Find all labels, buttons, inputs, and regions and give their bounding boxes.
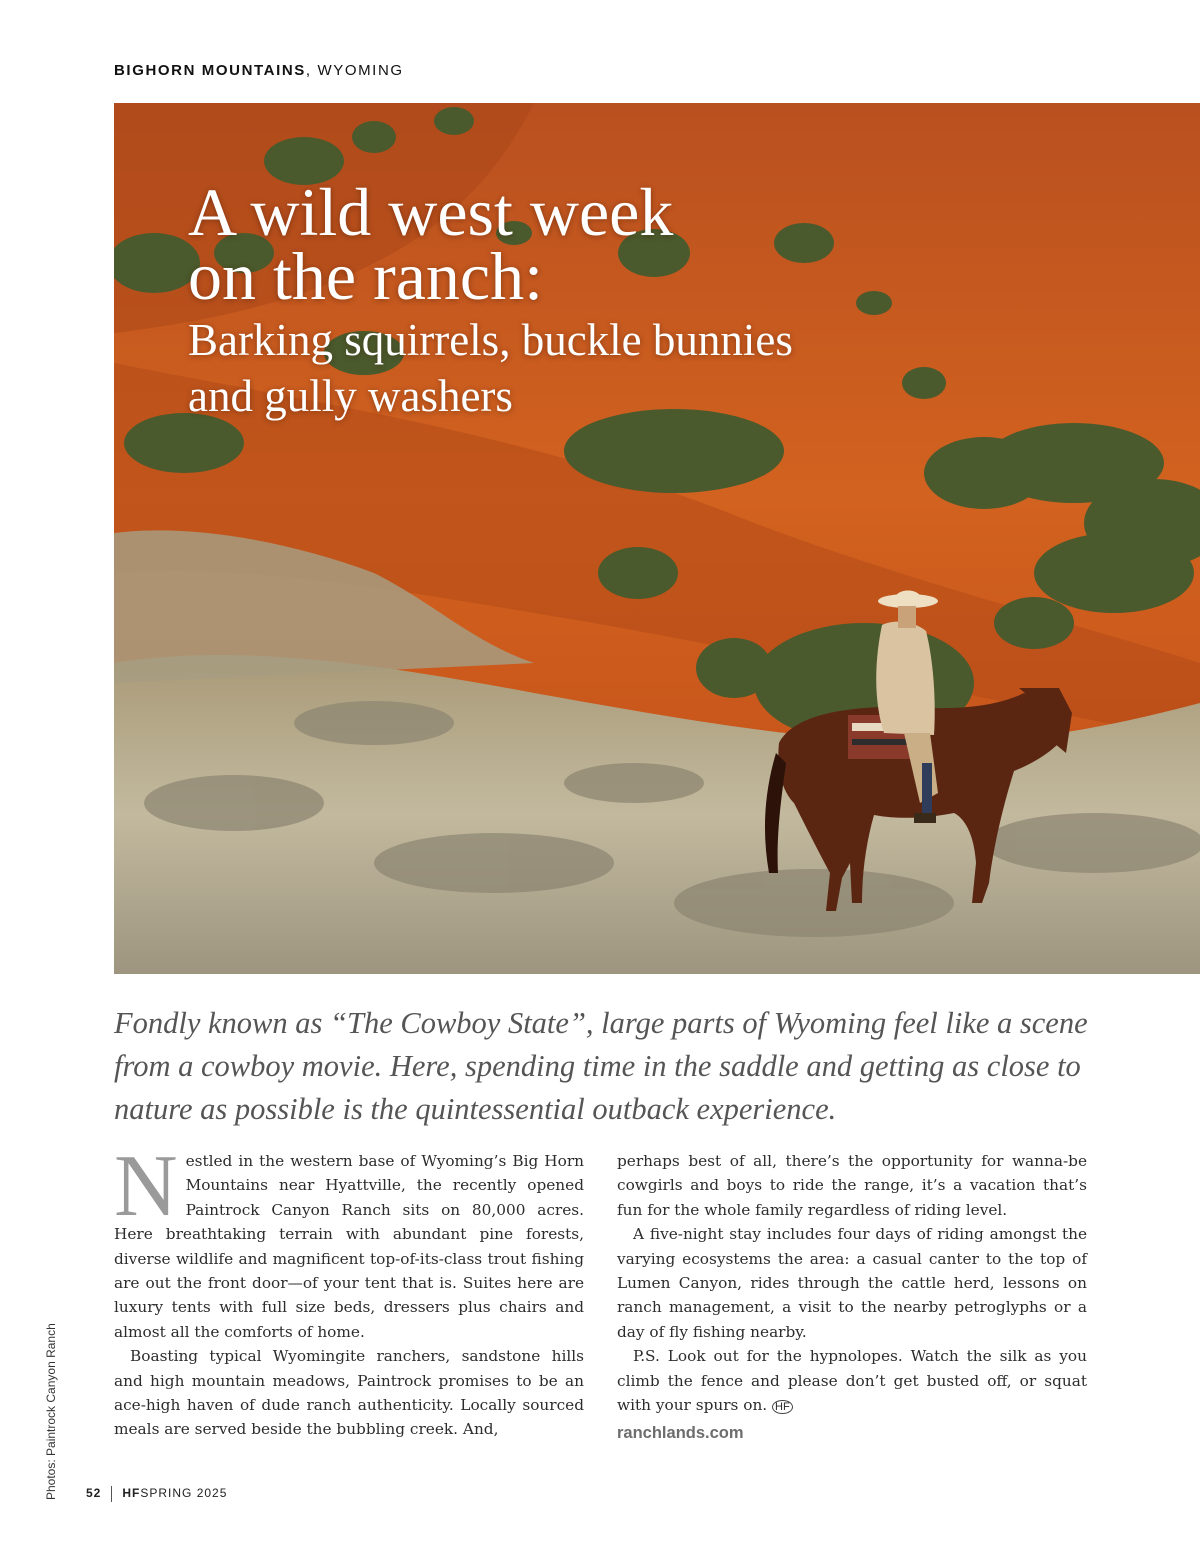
headline-line-1: A wild west week — [188, 174, 674, 250]
page-number: 52 — [86, 1486, 102, 1501]
footer-divider — [111, 1486, 112, 1502]
body-paragraph-2: Boasting typical Wyomingite ranchers, sandstone hills and high mountain meadows, Paintrock promises to be an ace-high haven of dude ranch authenticity. Locally sourced meals are served beside the bubbling creek. And, — [114, 1347, 584, 1439]
page-footer — [86, 1486, 227, 1502]
section-kicker: BIGHORN MOUNTAINS, WYOMING — [114, 62, 404, 79]
body-column-right — [617, 1149, 1087, 1446]
headline — [188, 174, 1088, 424]
body-paragraph-4: A five-night stay includes four days of riding amongst the varying ecosystems the area: a casual canter to the top of Lumen Canyon, rides through the cattle herd, lessons on ranch management, a visit to the nearby petroglyphs or a day of fly fishing nearby. — [617, 1225, 1087, 1341]
magazine-mark: HF — [122, 1486, 141, 1501]
body-paragraph-3: perhaps best of all, there’s the opportunity for wanna-be cowgirls and boys to ride the range, it’s a vacation that’s fun for the whole family regardless of riding level. — [617, 1152, 1087, 1219]
body-column-left — [114, 1138, 584, 1442]
body-paragraph-5: P.S. Look out for the hypnolopes. Watch the silk as you climb the fence and please don’t get busted off, or squat with your spurs on. HF — [617, 1347, 1087, 1415]
end-mark-icon: HF — [772, 1400, 793, 1414]
standfirst: Fondly known as “The Cowboy State”, large parts of Wyoming feel like a scene from a cowboy movie. Here, spending time in the saddle and getting as close to nature as possible is the quintessential outback experience. — [114, 1006, 1088, 1126]
body-paragraph-1: Nestled in the western base of Wyoming’s Big Horn Mountains near Hyattville, the recently opened Paintrock Canyon Ranch sits on 80,000 acres. Here breathtaking terrain with abundant pine forests, diverse wildlife and magnificent top-of-its-class trout fishing are out the front door—of your tent that is. Suites here are luxury tents with full size beds, dressers plus chairs and almost all the comforts of home. — [114, 1138, 584, 1341]
subheadline-line-1: Barking squirrels, buckle bunnies — [188, 315, 793, 365]
drop-cap: N — [114, 1138, 178, 1235]
website-link[interactable]: ranchlands.com — [617, 1424, 744, 1443]
photo-credit: Photos: Paintrock Canyon Ranch — [44, 1323, 58, 1500]
subheadline-line-2: and gully washers — [188, 371, 513, 421]
headline-line-2: on the ranch: — [188, 238, 543, 314]
issue-label: SPRING 2025 — [140, 1486, 228, 1501]
